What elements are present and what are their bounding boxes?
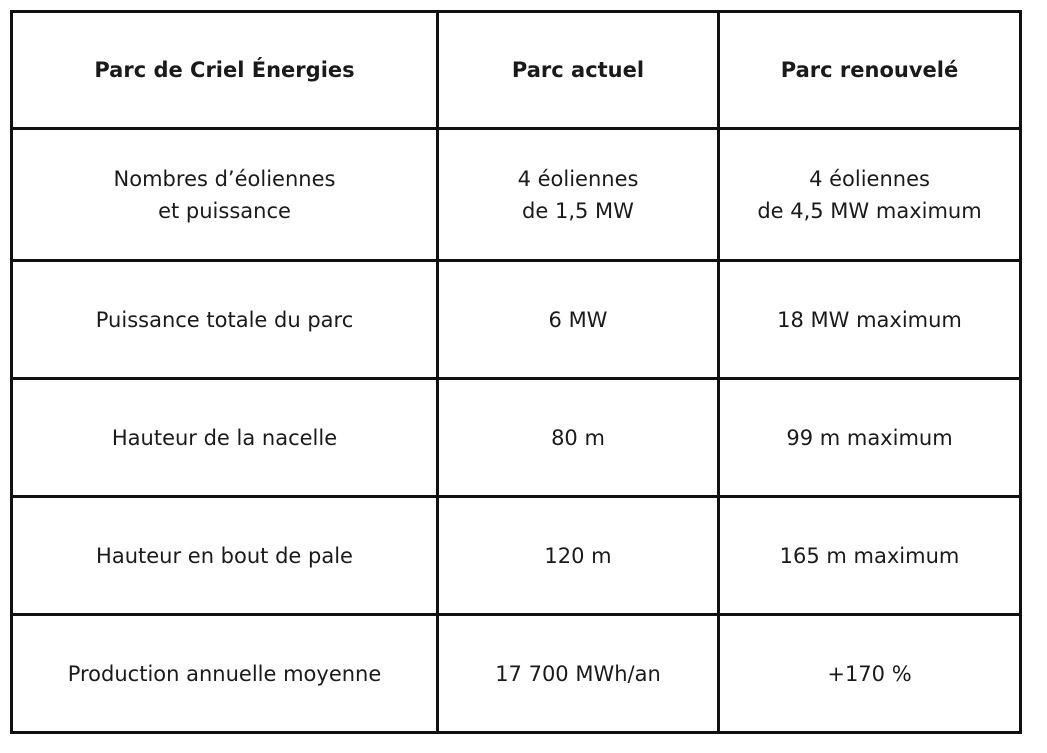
renewed-value: 18 MW maximum bbox=[719, 261, 1021, 379]
header-current-park: Parc actuel bbox=[438, 12, 719, 129]
current-value: 17 700 MWh/an bbox=[438, 615, 719, 733]
table-row bbox=[12, 261, 1021, 379]
row-label: Puissance totale du parc bbox=[12, 261, 438, 379]
row-label: Hauteur en bout de pale bbox=[12, 497, 438, 615]
comparison-table bbox=[10, 10, 1022, 734]
header-renewed-park: Parc renouvelé bbox=[719, 12, 1021, 129]
table-row bbox=[12, 615, 1021, 733]
row-label: Nombres d’éoliennes et puissance bbox=[12, 129, 438, 261]
current-value: 120 m bbox=[438, 497, 719, 615]
current-value: 4 éoliennes de 1,5 MW bbox=[438, 129, 719, 261]
table-row bbox=[12, 129, 1021, 261]
table-row bbox=[12, 379, 1021, 497]
renewed-value: 165 m maximum bbox=[719, 497, 1021, 615]
row-label: Hauteur de la nacelle bbox=[12, 379, 438, 497]
renewed-value: 99 m maximum bbox=[719, 379, 1021, 497]
header-row bbox=[12, 12, 1021, 129]
renewed-value: 4 éoliennes de 4,5 MW maximum bbox=[719, 129, 1021, 261]
row-label: Production annuelle moyenne bbox=[12, 615, 438, 733]
renewed-value: +170 % bbox=[719, 615, 1021, 733]
current-value: 80 m bbox=[438, 379, 719, 497]
header-park-name: Parc de Criel Énergies bbox=[12, 12, 438, 129]
table-row bbox=[12, 497, 1021, 615]
current-value: 6 MW bbox=[438, 261, 719, 379]
